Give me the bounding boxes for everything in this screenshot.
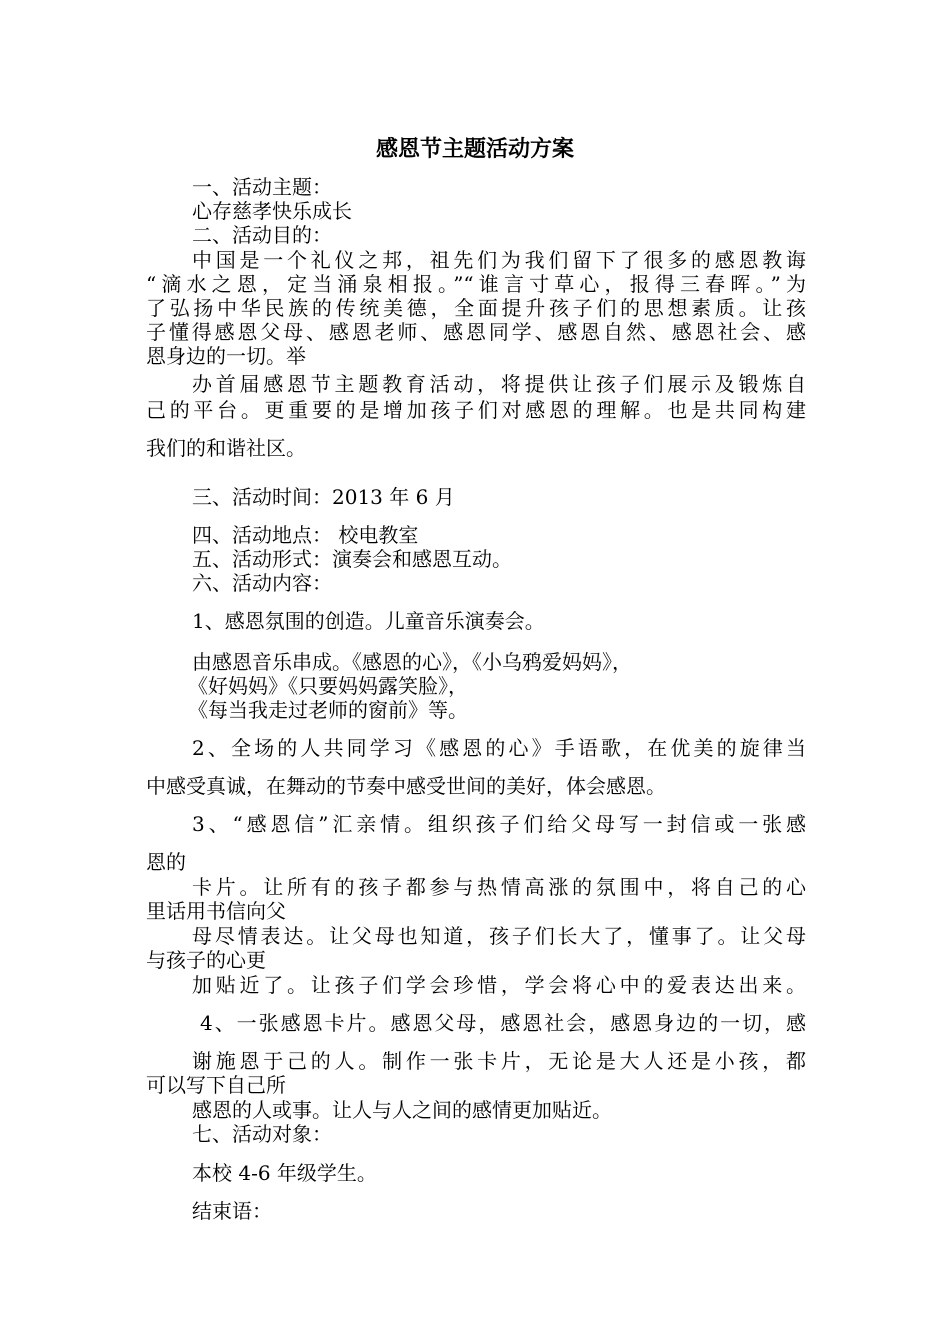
content-item-3: 3、“感恩信”汇亲情。组织孩子们给父母写一封信或一张感 xyxy=(192,812,806,836)
section-heading-theme: 一、活动主题： xyxy=(192,175,332,199)
content-item-2: 2、全场的人共同学习《感恩的心》手语歌，在优美的旋律当 xyxy=(192,736,806,760)
section-heading-format: 五、活动形式：演奏会和感恩互动。 xyxy=(192,547,512,571)
content-item-1-line-3: 《好妈妈》《只要妈妈露笑脸》， xyxy=(188,674,468,698)
section-heading-location: 四、活动地点： 校电教室 xyxy=(192,523,419,547)
content-item-1-line-2: 由感恩音乐串成。《感恩的心》，《小乌鸦爱妈妈》， xyxy=(192,650,632,674)
purpose-line-6: 办首届感恩节主题教育活动，将提供让孩子们展示及锻炼自 xyxy=(192,372,806,396)
document-title: 感恩节主题活动方案 xyxy=(375,136,574,162)
purpose-line-3: 了弘扬中华民族的传统美德，全面提升孩子们的思想素质。让孩 xyxy=(146,296,806,320)
content-item-3-line-5: 母尽情表达。让父母也知道，孩子们长大了，懂事了。让父母 xyxy=(192,924,806,948)
content-item-3-line-6: 与孩子的心更 xyxy=(146,948,266,972)
content-item-4-line-2: 谢施恩于己的人。制作一张卡片，无论是大人还是小孩，都 xyxy=(192,1049,806,1073)
content-item-4: 4、一张感恩卡片。感恩父母，感恩社会，感恩身边的一切，感 xyxy=(200,1011,806,1035)
content-item-4-line-3: 可以写下自己所 xyxy=(146,1073,286,1097)
section-heading-purpose: 二、活动目的： xyxy=(192,223,332,247)
purpose-line-7: 己的平台。更重要的是增加孩子们对感恩的理解。也是共同构建 xyxy=(146,398,806,422)
purpose-line-4: 子懂得感恩父母、感恩老师、感恩同学、感恩自然、感恩社会、感 xyxy=(146,320,806,344)
content-item-3-line-3: 卡片。让所有的孩子都参与热情高涨的氛围中，将自己的心 xyxy=(192,875,806,899)
purpose-line-8: 我们的和谐社区。 xyxy=(146,436,306,460)
purpose-line-2: “滴水之恩，定当涌泉相报。”“谁言寸草心，报得三春晖。”为 xyxy=(146,272,806,296)
content-item-3-line-4: 里话用书信向父 xyxy=(146,899,286,923)
closing-heading: 结束语： xyxy=(192,1199,272,1223)
purpose-line-5: 恩身边的一切。举 xyxy=(146,344,306,368)
content-item-3-line-2: 恩的 xyxy=(146,850,186,874)
content-item-2-line-2: 中感受真诚，在舞动的节奏中感受世间的美好，体会感恩。 xyxy=(146,774,666,798)
section-heading-content: 六、活动内容： xyxy=(192,571,332,595)
content-item-4-line-4: 感恩的人或事。让人与人之间的感情更加贴近。 xyxy=(192,1098,612,1122)
theme-text: 心存慈孝快乐成长 xyxy=(192,199,352,223)
content-item-1-line-4: 《每当我走过老师的窗前》等。 xyxy=(188,698,468,722)
audience-text: 本校 4-6 年级学生。 xyxy=(192,1161,377,1185)
section-heading-time: 三、活动时间：2013 年 6 月 xyxy=(192,485,455,509)
section-heading-audience: 七、活动对象： xyxy=(192,1122,332,1146)
content-item-1: 1、感恩氛围的创造。儿童音乐演奏会。 xyxy=(192,609,545,633)
purpose-line-1: 中国是一个礼仪之邦，祖先们为我们留下了很多的感恩教诲 xyxy=(192,248,806,272)
content-item-3-line-7: 加贴近了。让孩子们学会珍惜，学会将心中的爱表达出来。 xyxy=(192,973,806,997)
